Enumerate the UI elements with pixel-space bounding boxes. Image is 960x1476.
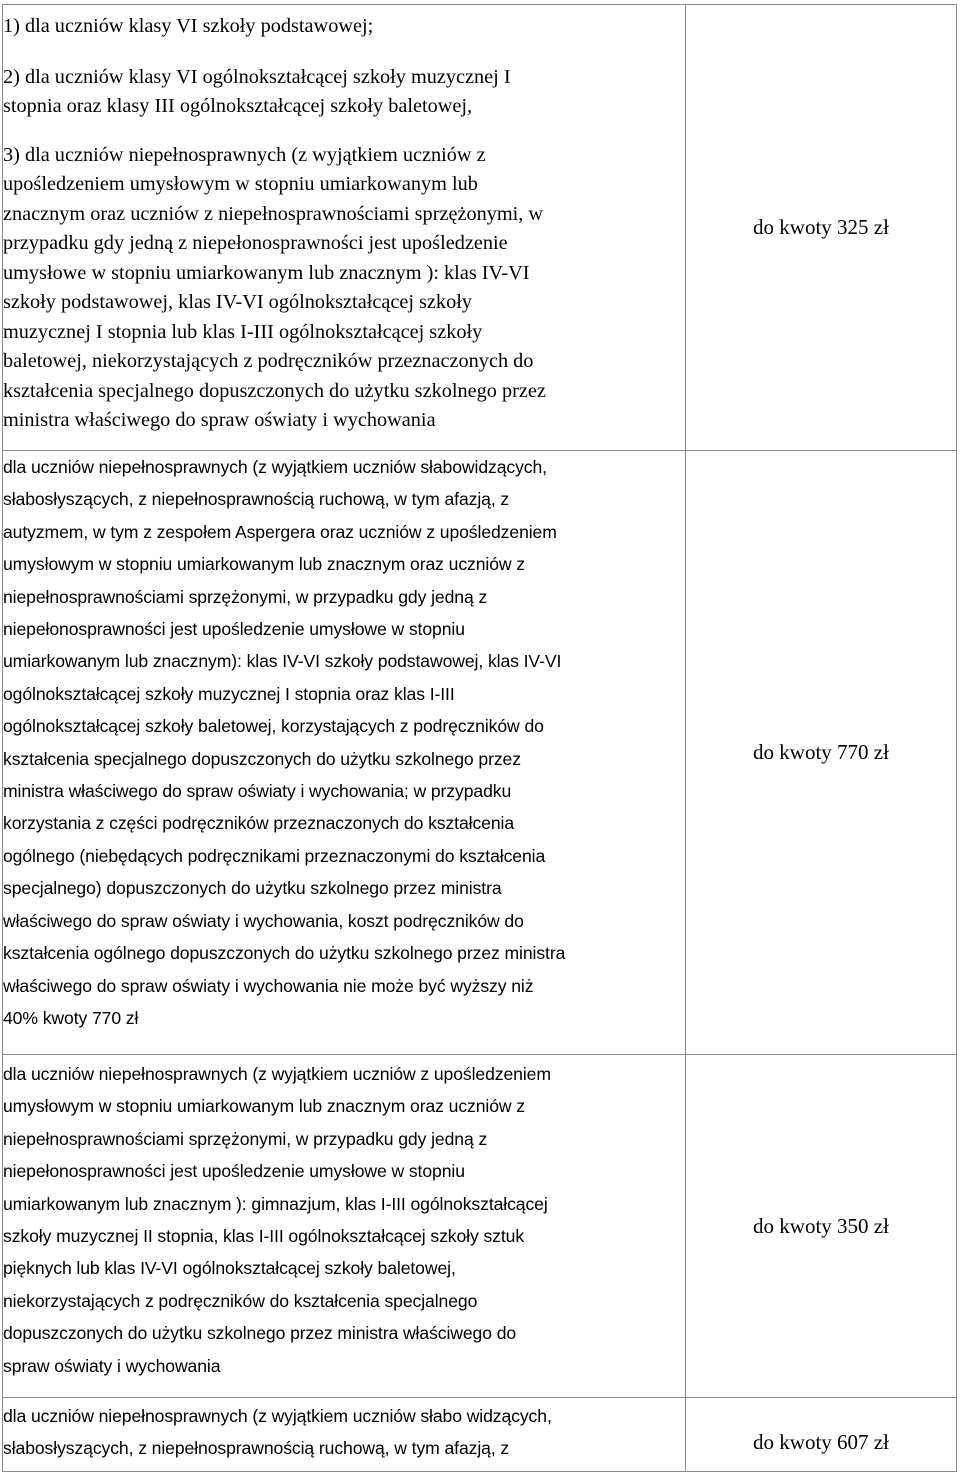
text-line: znacznym oraz uczniów z niepełnosprawnościami sprzężonymi, w — [3, 202, 544, 225]
text-line: muzycznej I stopnia lub klas I-III ogólnokształcącej szkoły — [3, 320, 483, 343]
amount-cell — [686, 1055, 957, 1398]
text-line: umiarkowanym lub znacznym ): gimnazjum, klas I-III ogólnokształcącej — [3, 1193, 548, 1214]
text-line: niepełnosprawnościami sprzężonymi, w przypadku gdy jedną z — [3, 1128, 488, 1149]
text-line: niepełonosprawności jest upośledzenie umysłowe w stopniu — [3, 1161, 465, 1182]
amount-value: do kwoty 607 zł — [753, 1430, 889, 1454]
text-line: pięknych lub klas IV-VI ogólnokształcącej szkoły baletowej, — [3, 1258, 456, 1279]
table-row — [3, 451, 957, 1055]
amount-value: do kwoty 350 zł — [753, 1213, 889, 1238]
text-line: ogólnego (niebędących podręcznikami przeznaczonymi do kształcenia — [3, 845, 546, 866]
table-row — [3, 1398, 957, 1472]
text-line: umiarkowanym lub znacznym): klas IV-VI szkoły podstawowej, klas IV-VI — [3, 651, 562, 672]
text-line: szkoły muzycznej II stopnia, klas I-III ogólnokształcącej szkoły sztuk — [3, 1226, 525, 1247]
text-line: umysłowym w stopniu umiarkowanym lub znacznym oraz uczniów z — [3, 554, 525, 575]
text-line: umysłowe w stopniu umiarkowanym lub znacznym ): klas IV-VI — [3, 261, 530, 284]
text-line: właściwego do spraw oświaty i wychowania, koszt podręczników do — [3, 910, 524, 931]
text-line: dla uczniów niepełnosprawnych (z wyjątkiem uczniów słabo widzących, — [3, 1406, 552, 1426]
text-line: słabosłyszących, z niepełnosprawnością ruchową, w tym afazją, z — [3, 489, 510, 510]
text-line: niepełnosprawnościami sprzężonymi, w przypadku gdy jedną z — [3, 586, 488, 607]
amount-value: do kwoty 325 zł — [753, 215, 889, 239]
text-line: dla uczniów niepełnosprawnych (z wyjątkiem uczniów słabowidzących, — [3, 457, 547, 477]
text-line: przypadku gdy jedną z niepełonosprawności jest upośledzenie — [3, 232, 508, 254]
list-item-3 — [3, 141, 685, 436]
text-line: baletowej, niekorzystających z podręczników przeznaczonych do — [3, 350, 534, 372]
description-cell — [3, 1398, 686, 1472]
amount-cell — [686, 451, 957, 1055]
list-item-2 — [3, 63, 685, 122]
description-cell — [3, 1055, 686, 1398]
text-line: niekorzystających z podręczników do kształcenia specjalnego — [3, 1290, 478, 1311]
amount-value: do kwoty 770 zł — [753, 740, 889, 764]
text-line: ogólnokształcącej szkoły muzycznej I stopnia oraz klas I-III — [3, 683, 455, 704]
text-line: 40% kwoty 770 zł — [3, 1007, 139, 1028]
text-line: kształcenia specjalnego dopuszczonych do użytku szkolnego przez — [3, 379, 546, 402]
text-line: 1) dla uczniów klasy VI szkoły podstawowej; — [3, 15, 374, 37]
amounts-table — [2, 4, 957, 1472]
text-line: spraw oświaty i wychowania — [3, 1355, 221, 1376]
list-item-1 — [3, 12, 685, 42]
amount-cell — [686, 5, 957, 451]
table-row — [3, 1055, 957, 1398]
text-line: słabosłyszących, z niepełnosprawnością ruchową, w tym afazją, z — [3, 1438, 510, 1459]
text-line: 2) dla uczniów klasy VI ogólnokształcącej szkoły muzycznej I — [3, 65, 511, 88]
text-line: ministra właściwego do spraw oświaty i wychowania — [3, 409, 436, 431]
text-line: niepełonosprawności jest upośledzenie umysłowe w stopniu — [3, 619, 465, 640]
description-cell — [3, 451, 686, 1055]
amount-cell — [686, 1398, 957, 1472]
text-line: kształcenia ogólnego dopuszczonych do użytku szkolnego przez ministra — [3, 943, 566, 964]
text-line: ogólnokształcącej szkoły baletowej, korzystających z podręczników do — [3, 716, 544, 737]
table-row — [3, 5, 957, 451]
text-line: umysłowym w stopniu umiarkowanym lub znacznym oraz uczniów z — [3, 1096, 525, 1117]
description-cell — [3, 5, 686, 451]
text-line: specjalnego) dopuszczonych do użytku szkolnego przez ministra — [3, 878, 502, 899]
text-line: upośledzeniem umysłowym w stopniu umiarkowanym lub — [3, 173, 478, 195]
text-line: dla uczniów niepełnosprawnych (z wyjątkiem uczniów z upośledzeniem — [3, 1064, 551, 1084]
text-line: autyzmem, w tym z zespołem Aspergera oraz uczniów z upośledzeniem — [3, 521, 557, 542]
text-line: właściwego do spraw oświaty i wychowania nie może być wyższy niż — [3, 975, 534, 996]
text-line: dopuszczonych do użytku szkolnego przez ministra właściwego do — [3, 1323, 517, 1344]
text-line: kształcenia specjalnego dopuszczonych do użytku szkolnego przez — [3, 748, 521, 769]
text-line: korzystania z części podręczników przeznaczonych do kształcenia — [3, 813, 514, 834]
text-line: szkoły podstawowej, klas IV-VI ogólnokształcącej szkoły — [3, 291, 472, 313]
text-line: stopnia oraz klasy III ogólnokształcącej szkoły baletowej, — [3, 95, 473, 117]
text-line: 3) dla uczniów niepełnosprawnych (z wyjątkiem uczniów z — [3, 143, 486, 166]
text-line: ministra właściwego do spraw oświaty i wychowania; w przypadku — [3, 781, 512, 802]
